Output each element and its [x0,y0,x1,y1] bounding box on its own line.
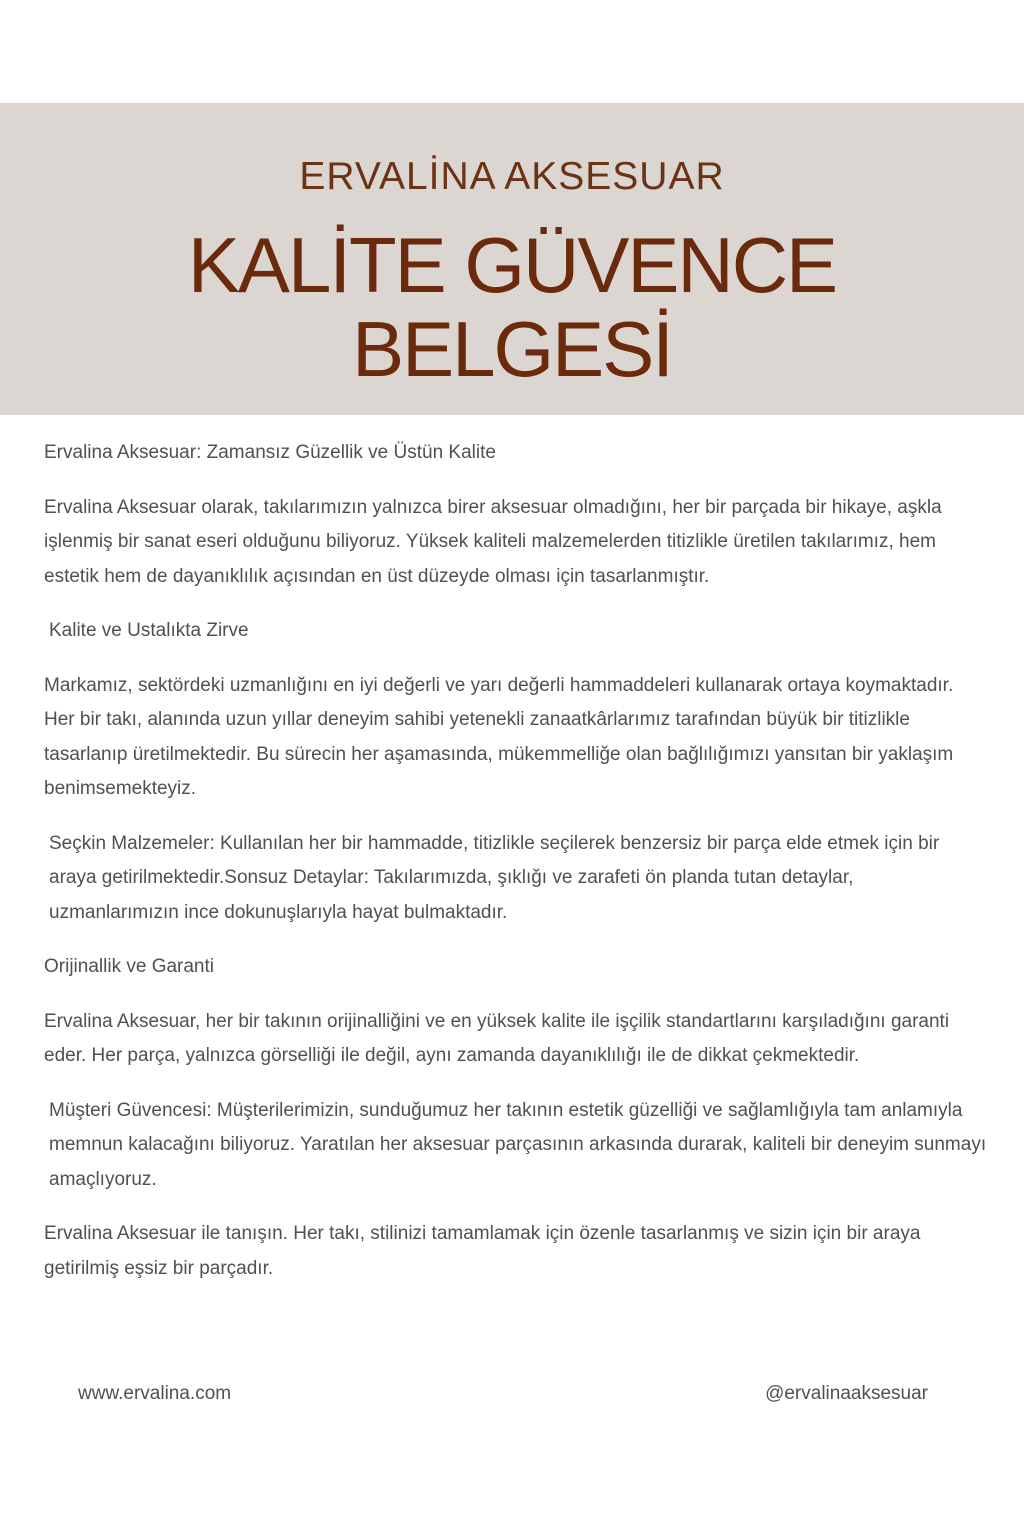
certificate-body [44,436,988,1306]
intro-heading: Ervalina Aksesuar: Zamansız Güzellik ve Üstün Kalite [44,442,496,463]
closing-paragraph: Ervalina Aksesuar ile tanışın. Her takı, stilinizi tamamlamak için özenle tasarlanmış ve sizin için bir araya getirilmiş eşsiz bir parçadır. [44,1223,921,1279]
website-link[interactable]: www.ervalina.com [78,1383,232,1404]
title-line-1: KALİTE GÜVENCE [187,221,837,309]
brand-name: ERVALİNA AKSESUAR [299,155,725,198]
social-handle[interactable]: @ervalinaaksesuar [765,1383,928,1404]
quality-paragraph: Markamız, sektördeki uzmanlığını en iyi değerli ve yarı değerli hammaddeleri kullanarak ortaya koymaktadır. Her bir takı, alanında uzun yıllar deneyim sahibi yetenekli zanaatkârlarımız tarafından büyük bir titizlikle tasarlanıp üretilmektedir. Bu sürecin her aşamasında, mükemmelliğe olan bağlılığımızı yansıtan bir yaklaşım benimsemekteyiz. [44,674,954,799]
intro-paragraph: Ervalina Aksesuar olarak, takılarımızın yalnızca birer aksesuar olmadığını, her bir parçada bir hikaye, aşkla işlenmiş bir sanat eseri olduğunu biliyoruz. Yüksek kaliteli malzemelerden titizlikle üretilen takılarımız, hem estetik hem de dayanıklılık açısından en üst düzeyde olması için tasarlanmıştır. [44,496,942,587]
document-title [0,223,1024,391]
materials-paragraph: Seçkin Malzemeler: Kullanılan her bir hammadde, titizlikle seçilerek benzersiz bir parça elde etmek için bir araya getirilmektedir.Sonsuz Detaylar: Takılarımızda, şıklığı ve zarafeti ön planda tutan detaylar, uzmanlarımızın ince dokunuşlarıyla hayat bulmaktadır. [49,832,940,923]
header-banner [0,103,1024,415]
customer-paragraph: Müşteri Güvencesi: Müşterilerimizin, sunduğumuz her takının estetik güzelliği ve sağlamlığıyla tam anlamıyla memnun kalacağını biliyoruz. Yaratılan her aksesuar parçasının arkasında durarak, kaliteli bir deneyim sunmayı amaçlıyoruz. [49,1099,987,1190]
title-line-2: BELGESİ [352,305,672,393]
originality-heading: Orijinallik ve Garanti [44,956,214,977]
originality-paragraph: Ervalina Aksesuar, her bir takının orijinalliğini ve en yüksek kalite ile işçilik standartlarını karşıladığını garanti eder. Her parça, yalnızca görselliği ile değil, aynı zamanda dayanıklılığı ile de dikkat çekmektedir. [44,1010,950,1066]
quality-heading: Kalite ve Ustalıkta Zirve [49,620,249,641]
